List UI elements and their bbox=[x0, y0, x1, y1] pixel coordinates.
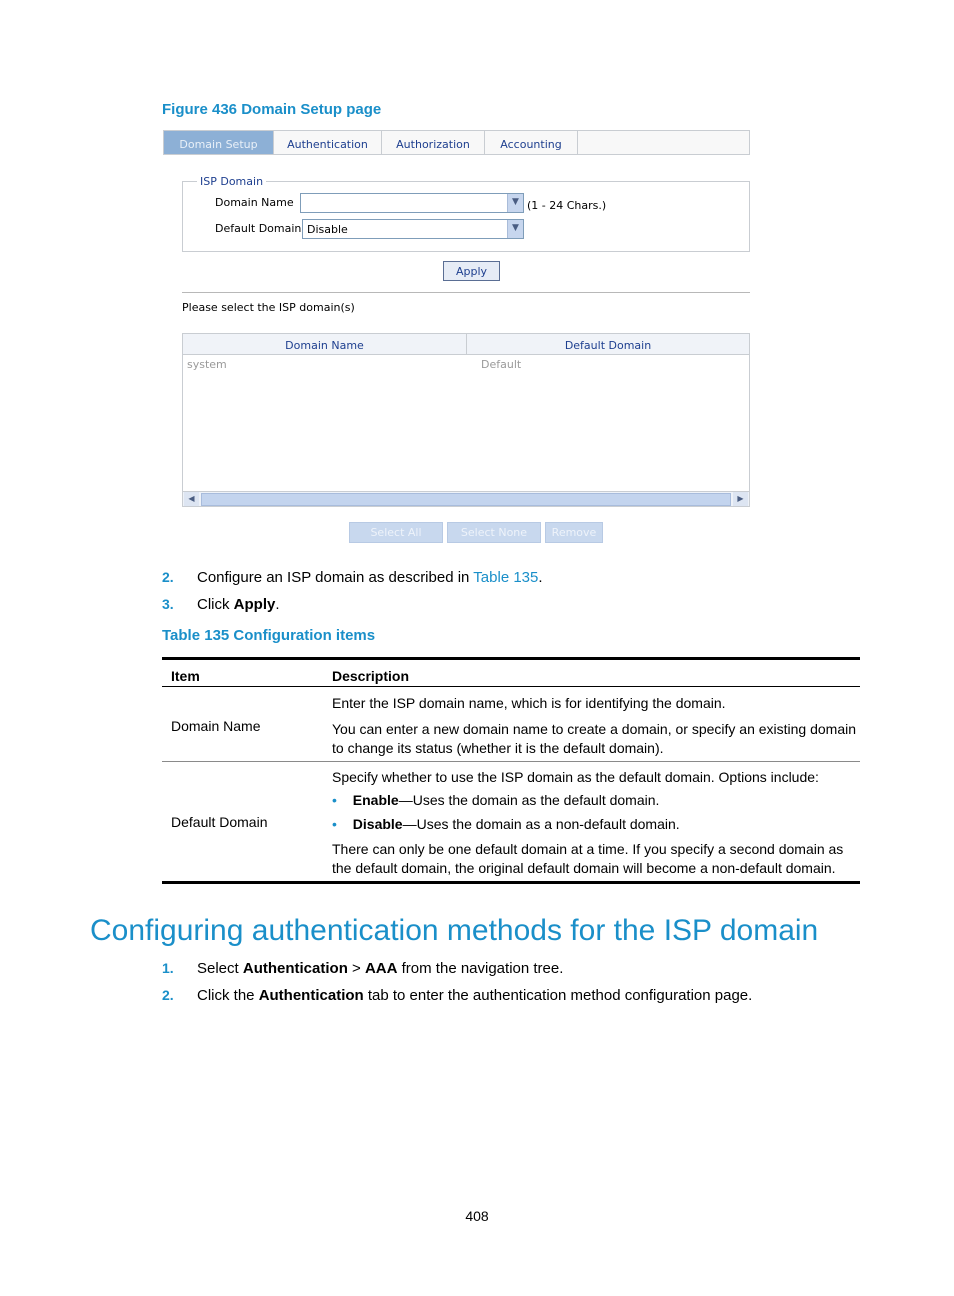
domain-name-combobox[interactable] bbox=[300, 193, 524, 213]
bullet-text: —Uses the domain as the default domain. bbox=[398, 792, 660, 808]
scroll-left-icon[interactable]: ◀ bbox=[184, 492, 199, 506]
step-bold: AAA bbox=[364, 960, 398, 977]
domain-list-grid bbox=[182, 333, 750, 507]
domain-name-hint: (1 - 24 Chars.) bbox=[527, 199, 607, 212]
table-row-desc: Enter the ISP domain name, which is for identifying the domain. bbox=[332, 695, 726, 711]
step-number: 1. bbox=[162, 960, 174, 976]
table-header-rule bbox=[162, 686, 860, 687]
table-caption: Table 135 Configuration items bbox=[162, 627, 376, 644]
bullet-icon: • bbox=[332, 816, 337, 832]
remove-button[interactable]: Remove bbox=[545, 522, 603, 543]
bullet-item bbox=[332, 815, 680, 834]
chevron-down-icon[interactable]: ▼ bbox=[507, 194, 523, 212]
step-number: 2. bbox=[162, 987, 174, 1003]
select-none-button[interactable]: Select None bbox=[447, 522, 541, 543]
tab-bar bbox=[163, 130, 750, 155]
table-row-desc: You can enter a new domain name to create a domain, or specify an existing domain to change its status (whether it is the default domain). bbox=[332, 721, 857, 756]
step-bold: Authentication bbox=[242, 960, 348, 977]
default-domain-select[interactable] bbox=[302, 219, 524, 239]
step-text bbox=[197, 569, 543, 586]
divider bbox=[182, 292, 750, 293]
step-text-part: . bbox=[538, 569, 543, 586]
figure-caption: Figure 436 Domain Setup page bbox=[162, 101, 382, 118]
bullet-icon: • bbox=[332, 792, 337, 808]
scroll-right-icon[interactable]: ▶ bbox=[733, 492, 748, 506]
column-header-domain-name[interactable]: Domain Name bbox=[183, 334, 467, 355]
tab-accounting[interactable]: Accounting bbox=[485, 131, 578, 154]
bullet-bold: Enable bbox=[352, 792, 399, 808]
step-number: 3. bbox=[162, 596, 174, 612]
table-row-rule bbox=[162, 761, 860, 762]
step-text bbox=[197, 987, 752, 1004]
tab-authorization[interactable]: Authorization bbox=[382, 131, 485, 154]
table-row-desc: There can only be one default domain at a time. If you specify a second domain as the default domain, the original default domain will become a non-default domain. bbox=[332, 841, 844, 876]
select-prompt: Please select the ISP domain(s) bbox=[182, 301, 355, 314]
domain-name-label: Domain Name bbox=[215, 196, 294, 209]
column-header-default-domain[interactable]: Default Domain bbox=[467, 334, 749, 355]
step-text-part: Select bbox=[197, 960, 243, 977]
table-bottom-rule bbox=[162, 881, 860, 884]
tab-authentication[interactable]: Authentication bbox=[274, 131, 382, 154]
isp-domain-legend: ISP Domain bbox=[197, 175, 266, 188]
table-row-desc: Specify whether to use the ISP domain as the default domain. Options include: bbox=[332, 769, 819, 785]
table-top-rule bbox=[162, 657, 860, 660]
step-bold: Apply bbox=[233, 596, 276, 613]
tab-domain-setup[interactable]: Domain Setup bbox=[164, 131, 274, 154]
step-text-part: Click the bbox=[197, 987, 259, 1004]
bullet-bold: Disable bbox=[352, 816, 403, 832]
table-header-item: Item bbox=[171, 668, 200, 684]
step-number: 2. bbox=[162, 569, 174, 585]
horizontal-scrollbar[interactable] bbox=[183, 491, 749, 506]
bullet-text: —Uses the domain as a non-default domain. bbox=[402, 816, 680, 832]
default-domain-value: Disable bbox=[307, 223, 348, 236]
step-text-part: Configure an ISP domain as described in bbox=[197, 569, 474, 586]
table-header-description: Description bbox=[332, 668, 410, 684]
step-text-part: tab to enter the authentication method configuration page. bbox=[363, 987, 753, 1004]
select-all-button[interactable]: Select All bbox=[349, 522, 443, 543]
step-text-part: from the navigation tree. bbox=[397, 960, 564, 977]
page-number: 408 bbox=[465, 1208, 489, 1224]
default-domain-label: Default Domain bbox=[215, 222, 302, 235]
table-row-item: Default Domain bbox=[171, 814, 268, 830]
chevron-down-icon[interactable]: ▼ bbox=[507, 220, 523, 238]
step-text bbox=[197, 596, 280, 613]
isp-domain-fieldset bbox=[182, 181, 750, 252]
scroll-thumb[interactable] bbox=[201, 493, 731, 506]
step-text-part: Click bbox=[197, 596, 234, 613]
table-row-item: Domain Name bbox=[171, 718, 261, 734]
step-bold: Authentication bbox=[258, 987, 364, 1004]
grid-cell-domain[interactable]: system bbox=[187, 358, 227, 371]
grid-cell-default[interactable]: Default bbox=[481, 358, 522, 371]
step-text-part: > bbox=[347, 960, 365, 977]
step-text-part: . bbox=[275, 596, 280, 613]
table-link[interactable]: Table 135 bbox=[473, 569, 539, 586]
section-heading: Configuring authentication methods for the ISP domain bbox=[90, 914, 819, 947]
apply-button[interactable]: Apply bbox=[443, 261, 500, 281]
bullet-item bbox=[332, 791, 659, 810]
step-text bbox=[197, 960, 563, 977]
